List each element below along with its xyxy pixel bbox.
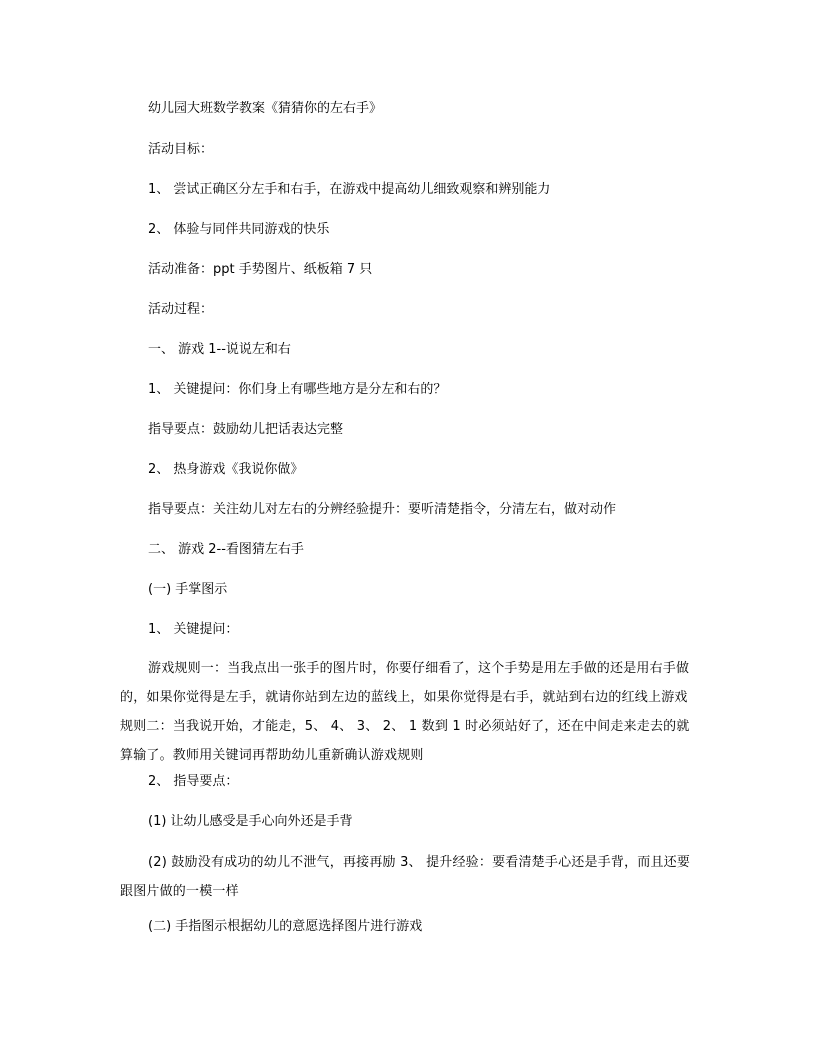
goal-item-2: 2、 体验与同伴共同游戏的快乐 <box>148 222 330 237</box>
guide-point-1: (1) 让幼儿感受是手心向外还是手背 <box>148 814 353 829</box>
sub1-key-question: 1、 关键提问： <box>148 622 239 637</box>
goal-item-1: 1、 尝试正确区分左手和右手，在游戏中提高幼儿细致观察和辨别能力 <box>148 182 551 197</box>
game1-guide: 指导要点：鼓励幼儿把话表达完整 <box>148 422 344 437</box>
guide-point-2: (2) 鼓励没有成功的幼儿不泄气，再接再励 3、 提升经验：要看清楚手心还是手背，而且还要跟图片做的一模一样 <box>120 855 691 899</box>
game1-heading: 一、 游戏 1--说说左和右 <box>148 342 291 357</box>
sub1-heading: (一) 手掌图示 <box>148 582 228 597</box>
goal-heading: 活动目标： <box>148 142 214 157</box>
document-title: 幼儿园大班数学教案《猜猜你的左右手》 <box>148 101 383 116</box>
game1-key-question: 1、 关键提问：你们身上有哪些地方是分左和右的？ <box>148 382 447 397</box>
game1-warmup-guide: 指导要点：关注幼儿对左右的分辨经验提升：要听清楚指令，分清左右，做对动作 <box>148 502 617 517</box>
preparation-line: 活动准备：ppt 手势图片、纸板箱 7 只 <box>148 262 373 277</box>
sub1-guide-heading: 2、 指导要点： <box>148 774 239 789</box>
sub2-heading: (二) 手指图示根据幼儿的意愿选择图片进行游戏 <box>148 919 423 934</box>
game2-heading: 二、 游戏 2--看图猜左右手 <box>148 542 304 557</box>
game1-warmup: 2、 热身游戏《我说你做》 <box>148 462 304 477</box>
game-rules-paragraph: 游戏规则一：当我点出一张手的图片时，你要仔细看了，这个手势是用左手做的还是用右手做的，如果你觉得是左手，就请你站到左边的蓝线上，如果你觉得是右手，就站到右边的红线上游戏规则二：当我说开始，才能走，5、 4、 3、 2、 1 数到 1 时必须站好了，还在中间走来走去的就算输了。教师用关键词再帮助幼儿重新确认游戏规则 <box>120 661 690 763</box>
process-heading: 活动过程： <box>148 302 214 317</box>
